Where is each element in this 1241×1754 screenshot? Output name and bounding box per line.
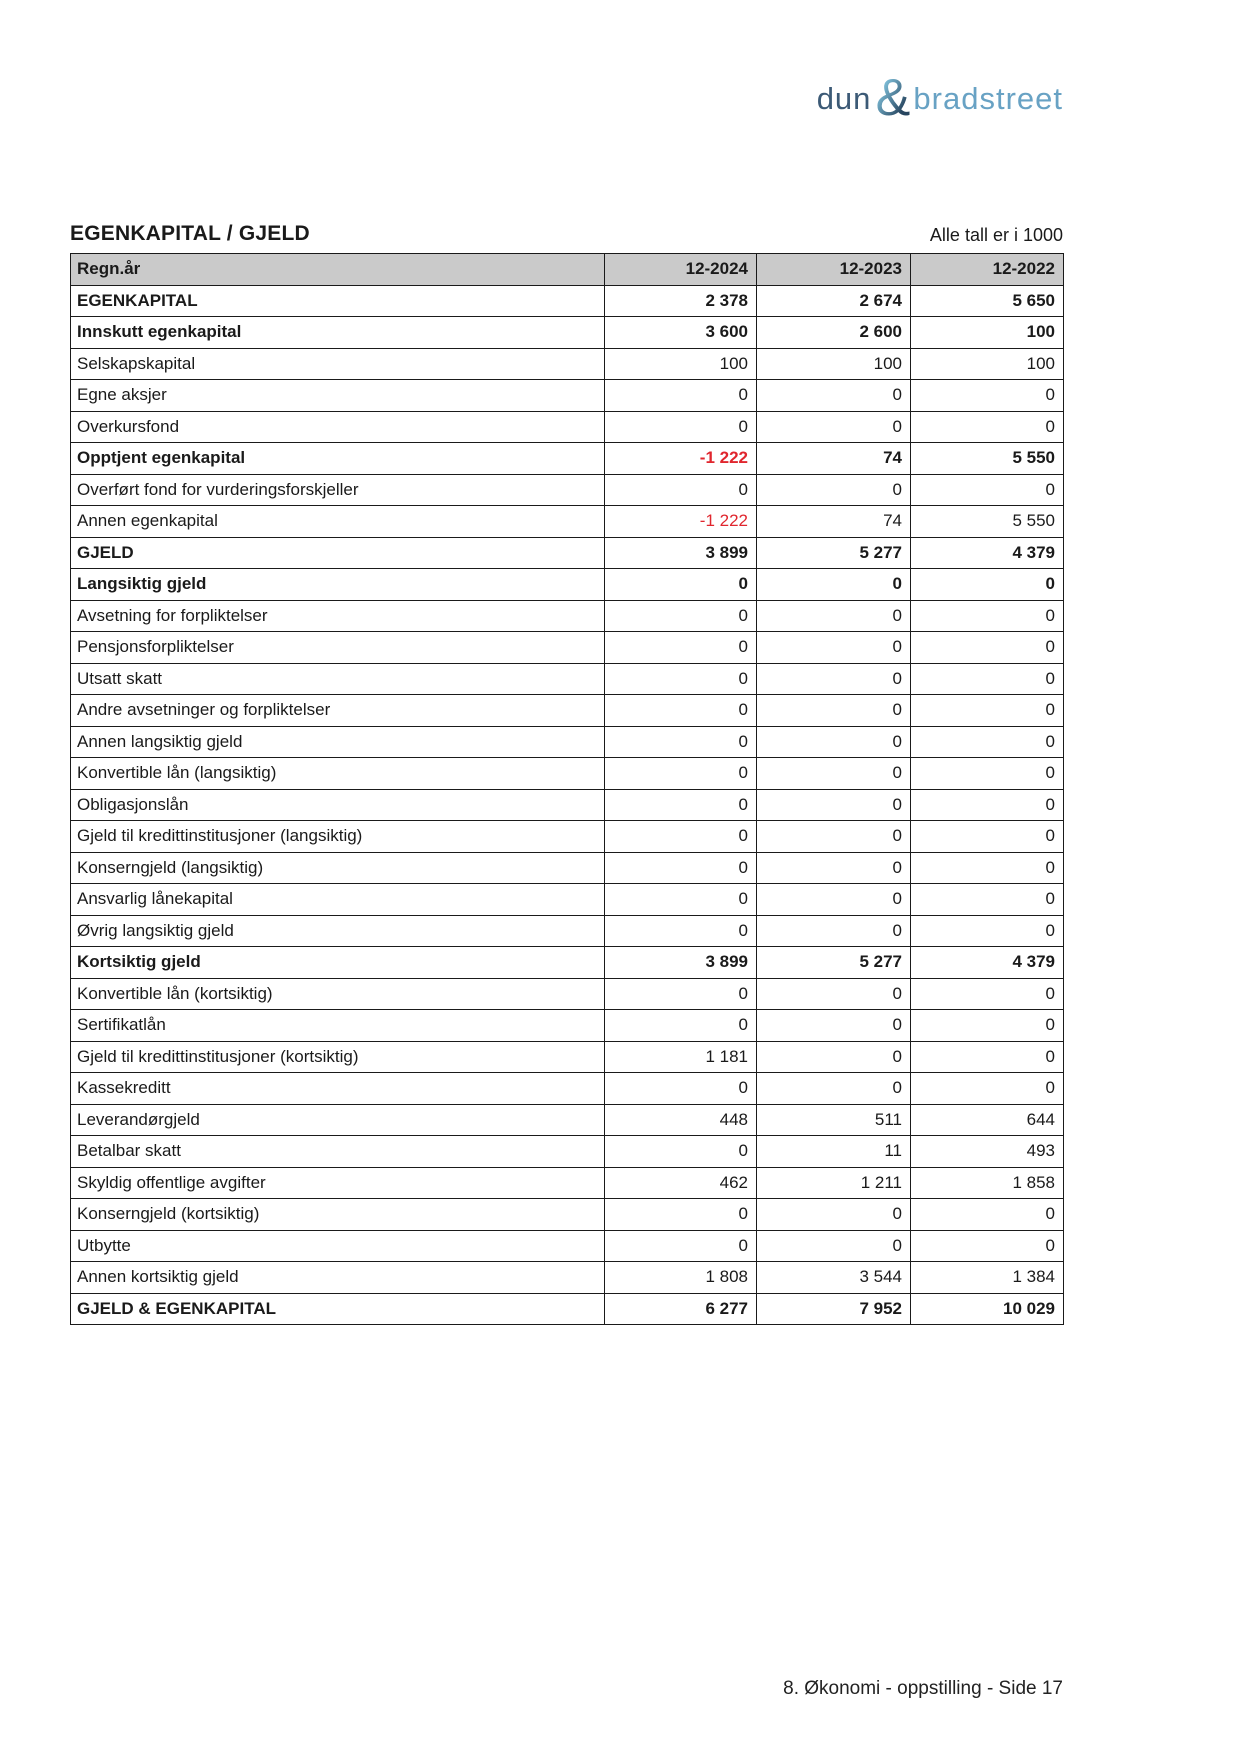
table-row (71, 474, 1064, 506)
row-label: EGENKAPITAL (71, 285, 605, 317)
row-value: 1 181 (605, 1041, 757, 1073)
table-row (71, 789, 1064, 821)
svg-text:&: & (876, 70, 911, 126)
row-value: 0 (757, 884, 911, 916)
row-value: 0 (605, 1136, 757, 1168)
row-value: 493 (911, 1136, 1064, 1168)
row-label: Pensjonsforpliktelser (71, 632, 605, 664)
table-row (71, 1293, 1064, 1325)
row-label: Ansvarlig lånekapital (71, 884, 605, 916)
table-row (71, 506, 1064, 538)
row-label: Skyldig offentlige avgifter (71, 1167, 605, 1199)
row-value: 0 (757, 632, 911, 664)
row-label: Annen langsiktig gjeld (71, 726, 605, 758)
row-label: GJELD (71, 537, 605, 569)
row-value: 0 (911, 1230, 1064, 1262)
row-value: 2 674 (757, 285, 911, 317)
row-value: 0 (911, 821, 1064, 853)
table-row (71, 380, 1064, 412)
units-note: Alle tall er i 1000 (929, 225, 1063, 245)
row-value: 0 (757, 1199, 911, 1231)
row-value: 1 384 (911, 1262, 1064, 1294)
row-value: 0 (911, 884, 1064, 916)
row-value: 6 277 (605, 1293, 757, 1325)
row-value: 5 550 (911, 443, 1064, 475)
row-value: 0 (605, 380, 757, 412)
row-value: 0 (605, 474, 757, 506)
row-label: Andre avsetninger og forpliktelser (71, 695, 605, 727)
row-value: 644 (911, 1104, 1064, 1136)
row-value: 0 (911, 569, 1064, 601)
row-value: 100 (605, 348, 757, 380)
col-header-12-2024: 12-2024 (605, 254, 757, 286)
row-value: 3 899 (605, 537, 757, 569)
row-label: Utsatt skatt (71, 663, 605, 695)
row-label: GJELD & EGENKAPITAL (71, 1293, 605, 1325)
row-value: 0 (911, 852, 1064, 884)
row-value: 0 (757, 411, 911, 443)
row-value: 1 808 (605, 1262, 757, 1294)
row-value: 0 (911, 474, 1064, 506)
logo-text-dun: dun (816, 80, 872, 116)
table-row (71, 915, 1064, 947)
row-value: 0 (911, 695, 1064, 727)
row-label: Betalbar skatt (71, 1136, 605, 1168)
row-label: Konserngjeld (kortsiktig) (71, 1199, 605, 1231)
table-row (71, 632, 1064, 664)
row-value: 0 (757, 695, 911, 727)
row-value: 4 379 (911, 537, 1064, 569)
table-row (71, 443, 1064, 475)
row-value: 2 600 (757, 317, 911, 349)
row-value: 0 (911, 726, 1064, 758)
logo-text-bradstreet: bradstreet (913, 80, 1063, 116)
row-value: 0 (757, 474, 911, 506)
row-value: 0 (605, 411, 757, 443)
row-label: Langsiktig gjeld (71, 569, 605, 601)
row-value: 0 (605, 663, 757, 695)
table-row (71, 978, 1064, 1010)
row-value: 0 (605, 884, 757, 916)
row-label: Annen egenkapital (71, 506, 605, 538)
row-value: 0 (911, 411, 1064, 443)
row-value: 0 (911, 978, 1064, 1010)
section-header (70, 222, 1063, 246)
row-value: 74 (757, 506, 911, 538)
row-value: 0 (911, 1199, 1064, 1231)
table-row (71, 1167, 1064, 1199)
row-value: 0 (911, 380, 1064, 412)
row-value: 0 (911, 1041, 1064, 1073)
row-value: 0 (605, 915, 757, 947)
table-row (71, 1262, 1064, 1294)
table-row (71, 317, 1064, 349)
col-header-12-2022: 12-2022 (911, 254, 1064, 286)
row-label: Overført fond for vurderingsforskjeller (71, 474, 605, 506)
table-row (71, 884, 1064, 916)
row-value: 100 (757, 348, 911, 380)
row-label: Sertifikatlån (71, 1010, 605, 1042)
row-value: 0 (605, 1199, 757, 1231)
row-value: 5 550 (911, 506, 1064, 538)
row-value: 0 (911, 1010, 1064, 1042)
row-value: 0 (605, 726, 757, 758)
row-value: 7 952 (757, 1293, 911, 1325)
row-value: 0 (605, 852, 757, 884)
row-label: Innskutt egenkapital (71, 317, 605, 349)
row-label: Øvrig langsiktig gjeld (71, 915, 605, 947)
row-value: 0 (911, 600, 1064, 632)
row-value: 0 (605, 1010, 757, 1042)
row-value: 0 (911, 789, 1064, 821)
row-label: Kortsiktig gjeld (71, 947, 605, 979)
row-value: 2 378 (605, 285, 757, 317)
row-value: 5 277 (757, 947, 911, 979)
row-value: 0 (757, 663, 911, 695)
row-value: 74 (757, 443, 911, 475)
row-value: 0 (757, 1230, 911, 1262)
row-label: Leverandørgjeld (71, 1104, 605, 1136)
table-row (71, 411, 1064, 443)
row-value: 0 (757, 1073, 911, 1105)
row-value: 0 (757, 758, 911, 790)
row-label: Opptjent egenkapital (71, 443, 605, 475)
table-header-row (71, 254, 1064, 286)
row-value: 0 (757, 915, 911, 947)
row-value: 0 (911, 758, 1064, 790)
row-value: 0 (605, 758, 757, 790)
row-value: 0 (757, 1010, 911, 1042)
row-value: 4 379 (911, 947, 1064, 979)
row-label: Konserngjeld (langsiktig) (71, 852, 605, 884)
table-row (71, 695, 1064, 727)
row-value: 3 600 (605, 317, 757, 349)
row-value: 0 (605, 821, 757, 853)
row-label: Gjeld til kredittinstitusjoner (kortsiktig) (71, 1041, 605, 1073)
row-value: 11 (757, 1136, 911, 1168)
row-value: 0 (757, 1041, 911, 1073)
table-row (71, 1010, 1064, 1042)
row-value: 0 (757, 600, 911, 632)
row-value: 10 029 (911, 1293, 1064, 1325)
col-header-regnaar: Regn.år (71, 254, 605, 286)
table-row (71, 537, 1064, 569)
table-row (71, 348, 1064, 380)
row-value: 100 (911, 317, 1064, 349)
balance-table-body (71, 285, 1064, 1325)
row-value: 0 (757, 380, 911, 412)
table-row (71, 569, 1064, 601)
logo-ampersand-icon (872, 70, 914, 126)
row-value: 3 899 (605, 947, 757, 979)
page-footer: 8. Økonomi - oppstilling - Side 17 (783, 1678, 1063, 1699)
table-row (71, 1104, 1064, 1136)
row-value: 0 (757, 726, 911, 758)
table-row (71, 726, 1064, 758)
equity-debt-table (70, 253, 1064, 1325)
row-label: Overkursfond (71, 411, 605, 443)
row-value: 1 858 (911, 1167, 1064, 1199)
table-row (71, 285, 1064, 317)
row-value: 0 (605, 978, 757, 1010)
dun-bradstreet-logo (817, 70, 1063, 126)
row-value: 0 (911, 663, 1064, 695)
col-header-12-2023: 12-2023 (757, 254, 911, 286)
row-value: 0 (605, 600, 757, 632)
table-row (71, 1136, 1064, 1168)
table-row (71, 821, 1064, 853)
row-value: 0 (757, 852, 911, 884)
row-value: 448 (605, 1104, 757, 1136)
table-row (71, 1199, 1064, 1231)
row-value: 0 (911, 632, 1064, 664)
table-row (71, 852, 1064, 884)
row-value: -1 222 (605, 443, 757, 475)
table-row (71, 947, 1064, 979)
table-row (71, 1041, 1064, 1073)
table-row (71, 1073, 1064, 1105)
row-label: Obligasjonslån (71, 789, 605, 821)
row-value: 0 (911, 1073, 1064, 1105)
row-label: Konvertible lån (langsiktig) (71, 758, 605, 790)
row-value: -1 222 (605, 506, 757, 538)
row-value: 100 (911, 348, 1064, 380)
row-value: 511 (757, 1104, 911, 1136)
row-label: Selskapskapital (71, 348, 605, 380)
row-value: 0 (757, 978, 911, 1010)
row-value: 0 (605, 789, 757, 821)
table-row (71, 758, 1064, 790)
row-value: 0 (605, 1073, 757, 1105)
row-label: Konvertible lån (kortsiktig) (71, 978, 605, 1010)
row-value: 0 (757, 789, 911, 821)
page-title: EGENKAPITAL / GJELD (70, 222, 310, 245)
row-label: Kassekreditt (71, 1073, 605, 1105)
row-value: 0 (911, 915, 1064, 947)
row-label: Egne aksjer (71, 380, 605, 412)
table-row (71, 600, 1064, 632)
row-label: Avsetning for forpliktelser (71, 600, 605, 632)
row-value: 0 (605, 1230, 757, 1262)
row-value: 1 211 (757, 1167, 911, 1199)
table-row (71, 663, 1064, 695)
table-row (71, 1230, 1064, 1262)
row-value: 462 (605, 1167, 757, 1199)
row-value: 0 (605, 695, 757, 727)
row-value: 5 650 (911, 285, 1064, 317)
row-label: Gjeld til kredittinstitusjoner (langsiktig) (71, 821, 605, 853)
row-value: 0 (757, 569, 911, 601)
row-value: 0 (605, 569, 757, 601)
row-label: Utbytte (71, 1230, 605, 1262)
row-value: 0 (605, 632, 757, 664)
row-value: 5 277 (757, 537, 911, 569)
row-value: 0 (757, 821, 911, 853)
row-value: 3 544 (757, 1262, 911, 1294)
row-label: Annen kortsiktig gjeld (71, 1262, 605, 1294)
